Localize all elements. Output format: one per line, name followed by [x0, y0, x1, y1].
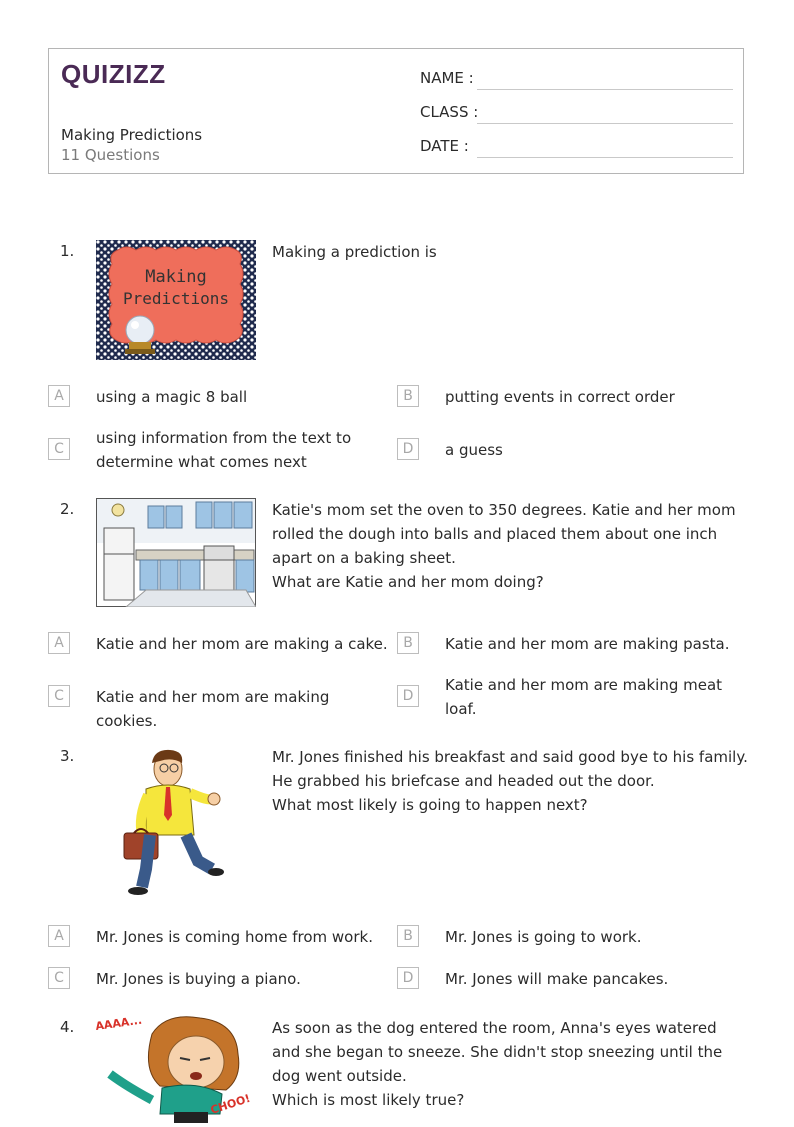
- option-a-text: Mr. Jones is coming home from work.: [96, 928, 373, 946]
- kitchen-image: [96, 498, 256, 611]
- question-number: 1.: [60, 242, 75, 260]
- option-d-box[interactable]: D: [397, 438, 419, 460]
- option-a-text: Katie and her mom are making a cake.: [96, 635, 388, 653]
- question-number: 3.: [60, 747, 75, 765]
- option-d-box[interactable]: D: [397, 685, 419, 707]
- option-b-box[interactable]: B: [397, 385, 419, 407]
- question-text: Katie's mom set the oven to 350 degrees. Katie and her mom rolled the dough into balls and placed them about one inch apart on a baking sheet. What are Katie and her mom doing?: [272, 501, 736, 591]
- class-field[interactable]: [477, 123, 733, 124]
- making-predictions-image: [96, 240, 256, 364]
- question-number: 2.: [60, 500, 75, 518]
- quizizz-logo: QUIZIZZ: [61, 59, 166, 89]
- man-with-briefcase-image: [112, 745, 236, 905]
- option-c-box[interactable]: C: [48, 685, 70, 707]
- option-a-box[interactable]: A: [48, 385, 70, 407]
- option-c-box[interactable]: C: [48, 967, 70, 989]
- question-text: Mr. Jones finished his breakfast and said good bye to his family. He grabbed his briefcase and headed out the door. What most likely is going to happen next?: [272, 748, 748, 814]
- option-a-box[interactable]: A: [48, 632, 70, 654]
- option-d-box[interactable]: D: [397, 967, 419, 989]
- image-text-choo: CHOO!: [208, 1091, 252, 1117]
- date-field[interactable]: [477, 157, 733, 158]
- worksheet-title: Making Predictions: [61, 126, 203, 144]
- question-number: 4.: [60, 1018, 75, 1036]
- question-count: 11 Questions: [61, 146, 160, 164]
- option-b-text: Katie and her mom are making pasta.: [445, 635, 730, 653]
- class-label: CLASS :: [420, 103, 479, 121]
- image-text-aaaa: AAAA...: [96, 1014, 143, 1033]
- option-d-text: Mr. Jones will make pancakes.: [445, 970, 669, 988]
- name-label: NAME :: [420, 69, 474, 87]
- option-b-box[interactable]: B: [397, 632, 419, 654]
- question-text: As soon as the dog entered the room, Anna's eyes watered and she began to sneeze. She didn't stop sneezing until the dog went outside. Which is most likely true?: [272, 1019, 723, 1109]
- option-b-text: Mr. Jones is going to work.: [445, 928, 642, 946]
- image-text-predictions: Predictions: [123, 289, 229, 308]
- image-text-making: Making: [145, 267, 207, 287]
- option-a-box[interactable]: A: [48, 925, 70, 947]
- option-d-text: a guess: [445, 441, 503, 459]
- option-a-text: using a magic 8 ball: [96, 388, 248, 406]
- option-c-text: Mr. Jones is buying a piano.: [96, 970, 301, 988]
- option-c-text: Katie and her mom are making cookies.: [96, 688, 330, 730]
- worksheet-header: [48, 48, 744, 174]
- date-label: DATE :: [420, 137, 469, 155]
- sneezing-girl-image: [96, 1014, 258, 1127]
- option-c-box[interactable]: C: [48, 438, 70, 460]
- option-c-text: using information from the text to determine what comes next: [96, 429, 352, 471]
- option-b-text: putting events in correct order: [445, 388, 675, 406]
- question-text: Making a prediction is: [272, 243, 437, 261]
- option-b-box[interactable]: B: [397, 925, 419, 947]
- name-field[interactable]: [477, 89, 733, 90]
- option-d-text: Katie and her mom are making meat loaf.: [445, 676, 723, 718]
